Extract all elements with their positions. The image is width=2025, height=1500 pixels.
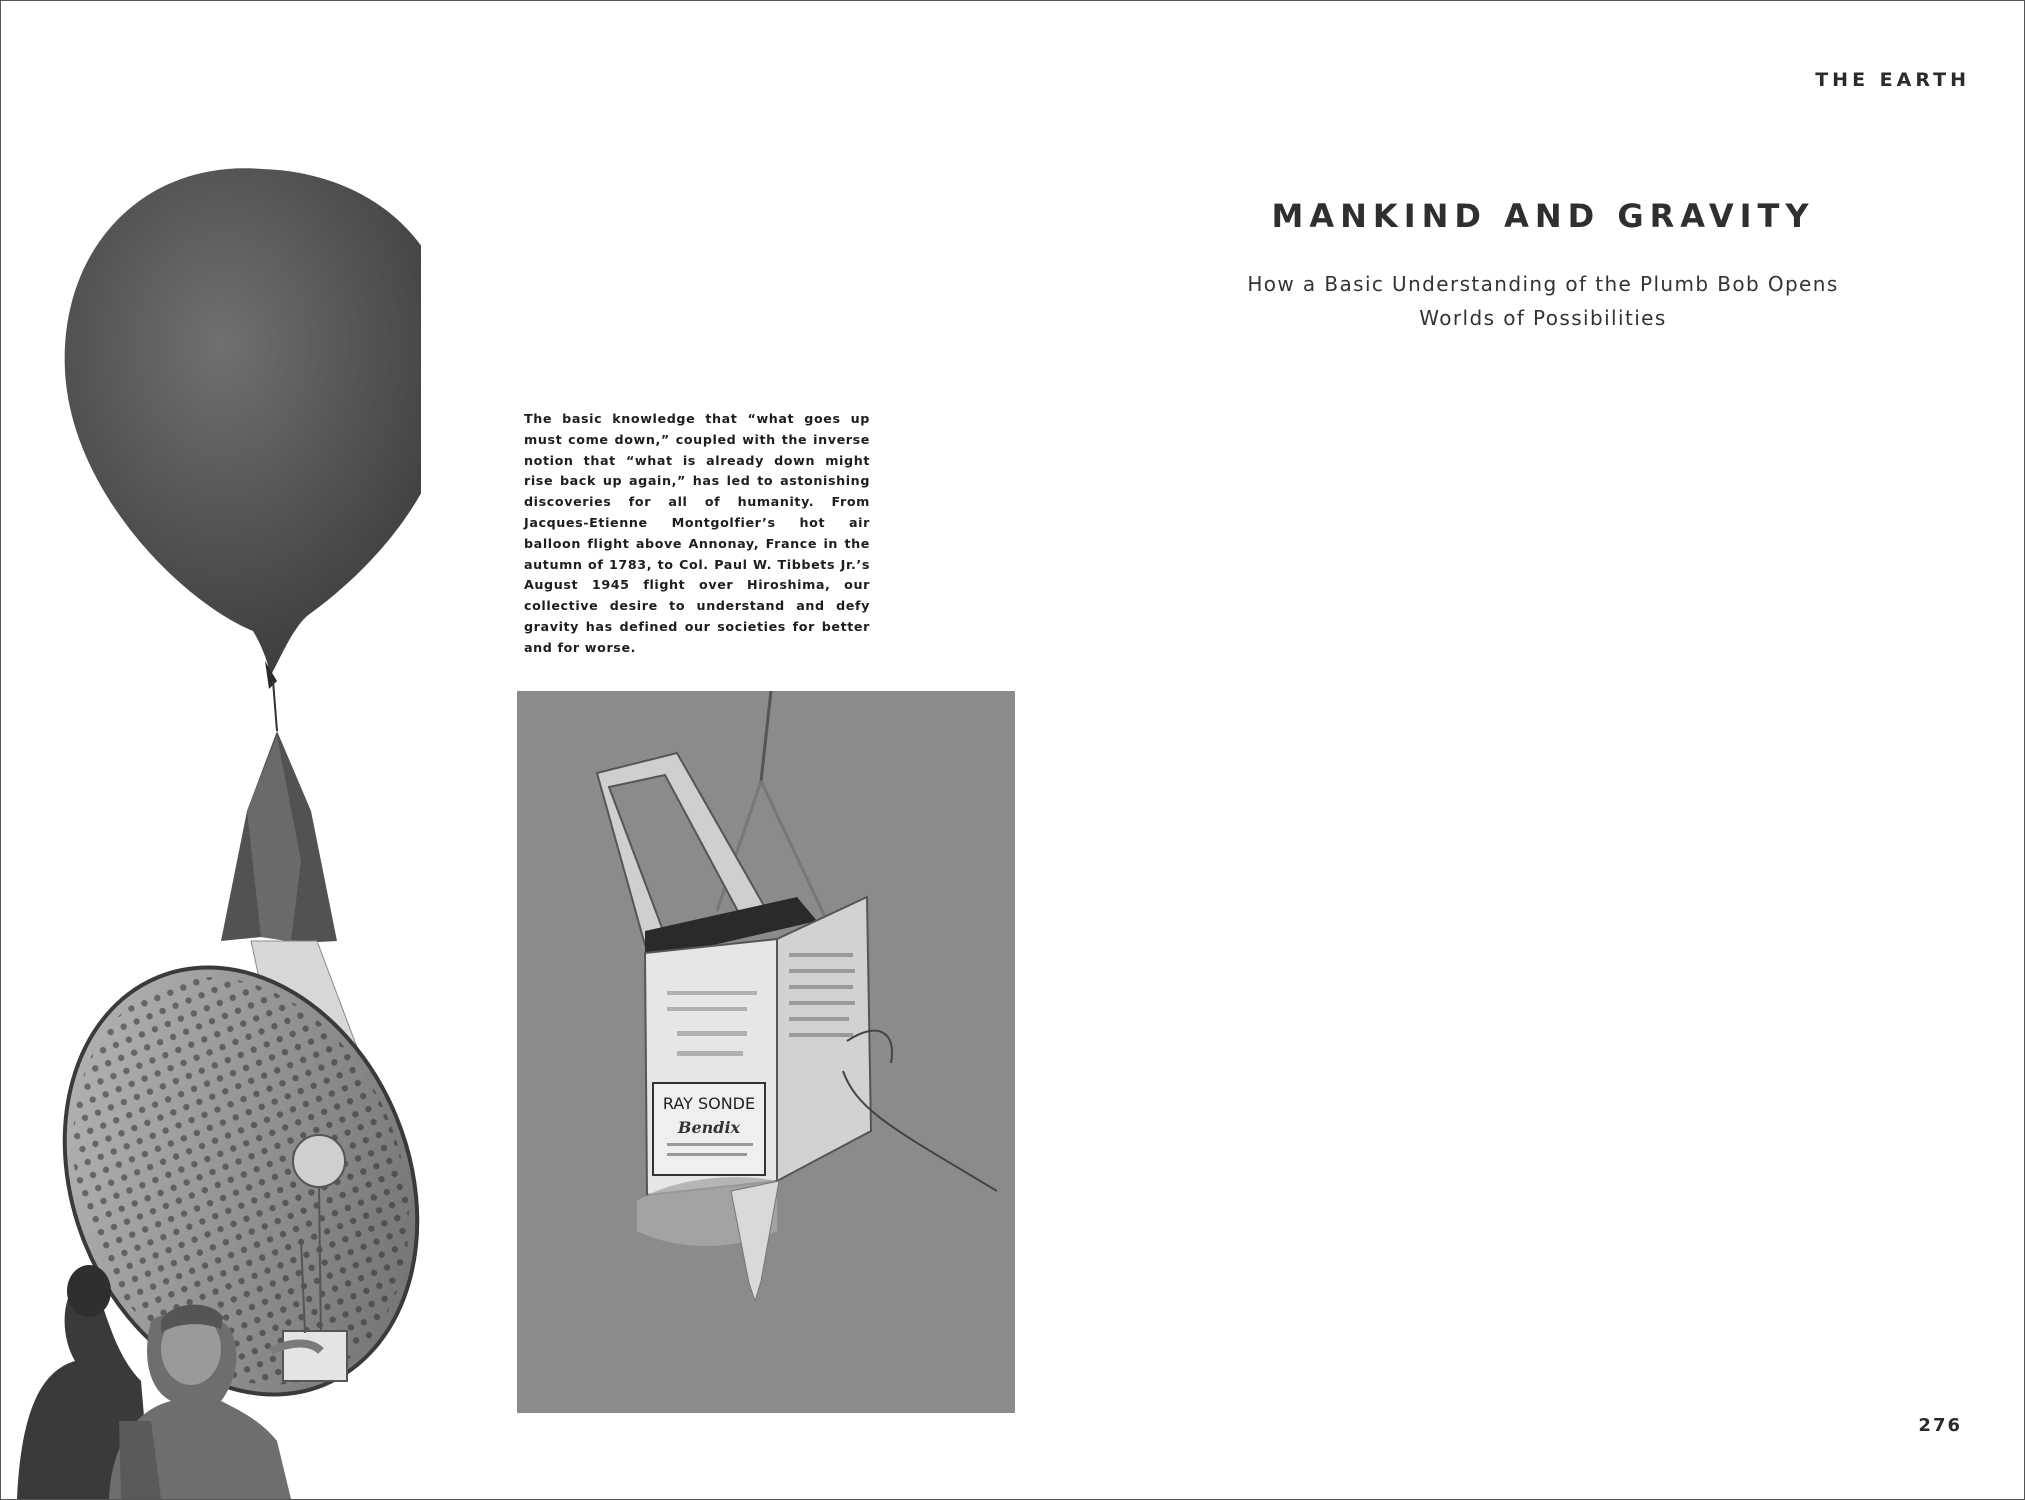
intro-paragraph: The basic knowledge that “what goes up must come down,” coupled with the inverse notion that “what is already down might rise back up again,” has led to astonishing discoveries for all of humanity. From Jacques-Etienne Montgolfier’s hot air balloon flight above Annonay, France in the autumn of 1783, to Col. Paul W. Tibbets Jr.’s August 1945 flight over Hiroshima, our collective desire to understand and defy gravity has defined our societies for better and for worse. <box>524 411 870 655</box>
subtitle-line-2: Worlds of Possibilities <box>1419 306 1667 330</box>
running-head: THE EARTH <box>1815 69 1970 91</box>
balloon-launch-photo <box>1 161 421 1499</box>
article-subtitle <box>1233 267 1853 335</box>
radiosonde-photo <box>517 691 1015 1413</box>
ray-sonde-text: RAY SONDE <box>662 1094 756 1113</box>
package-box-side <box>777 897 871 1181</box>
balloon-launch-illustration <box>1 161 421 1499</box>
page-number: 276 <box>1918 1415 1962 1436</box>
article-title: MANKIND AND GRAVITY <box>1271 197 1815 235</box>
balloon-shape <box>65 168 421 673</box>
subtitle-line-1: How a Basic Understanding of the Plumb Bob Opens <box>1247 272 1839 296</box>
bendix-logo: Bendix <box>677 1118 741 1137</box>
radiosonde-illustration <box>517 691 1015 1413</box>
